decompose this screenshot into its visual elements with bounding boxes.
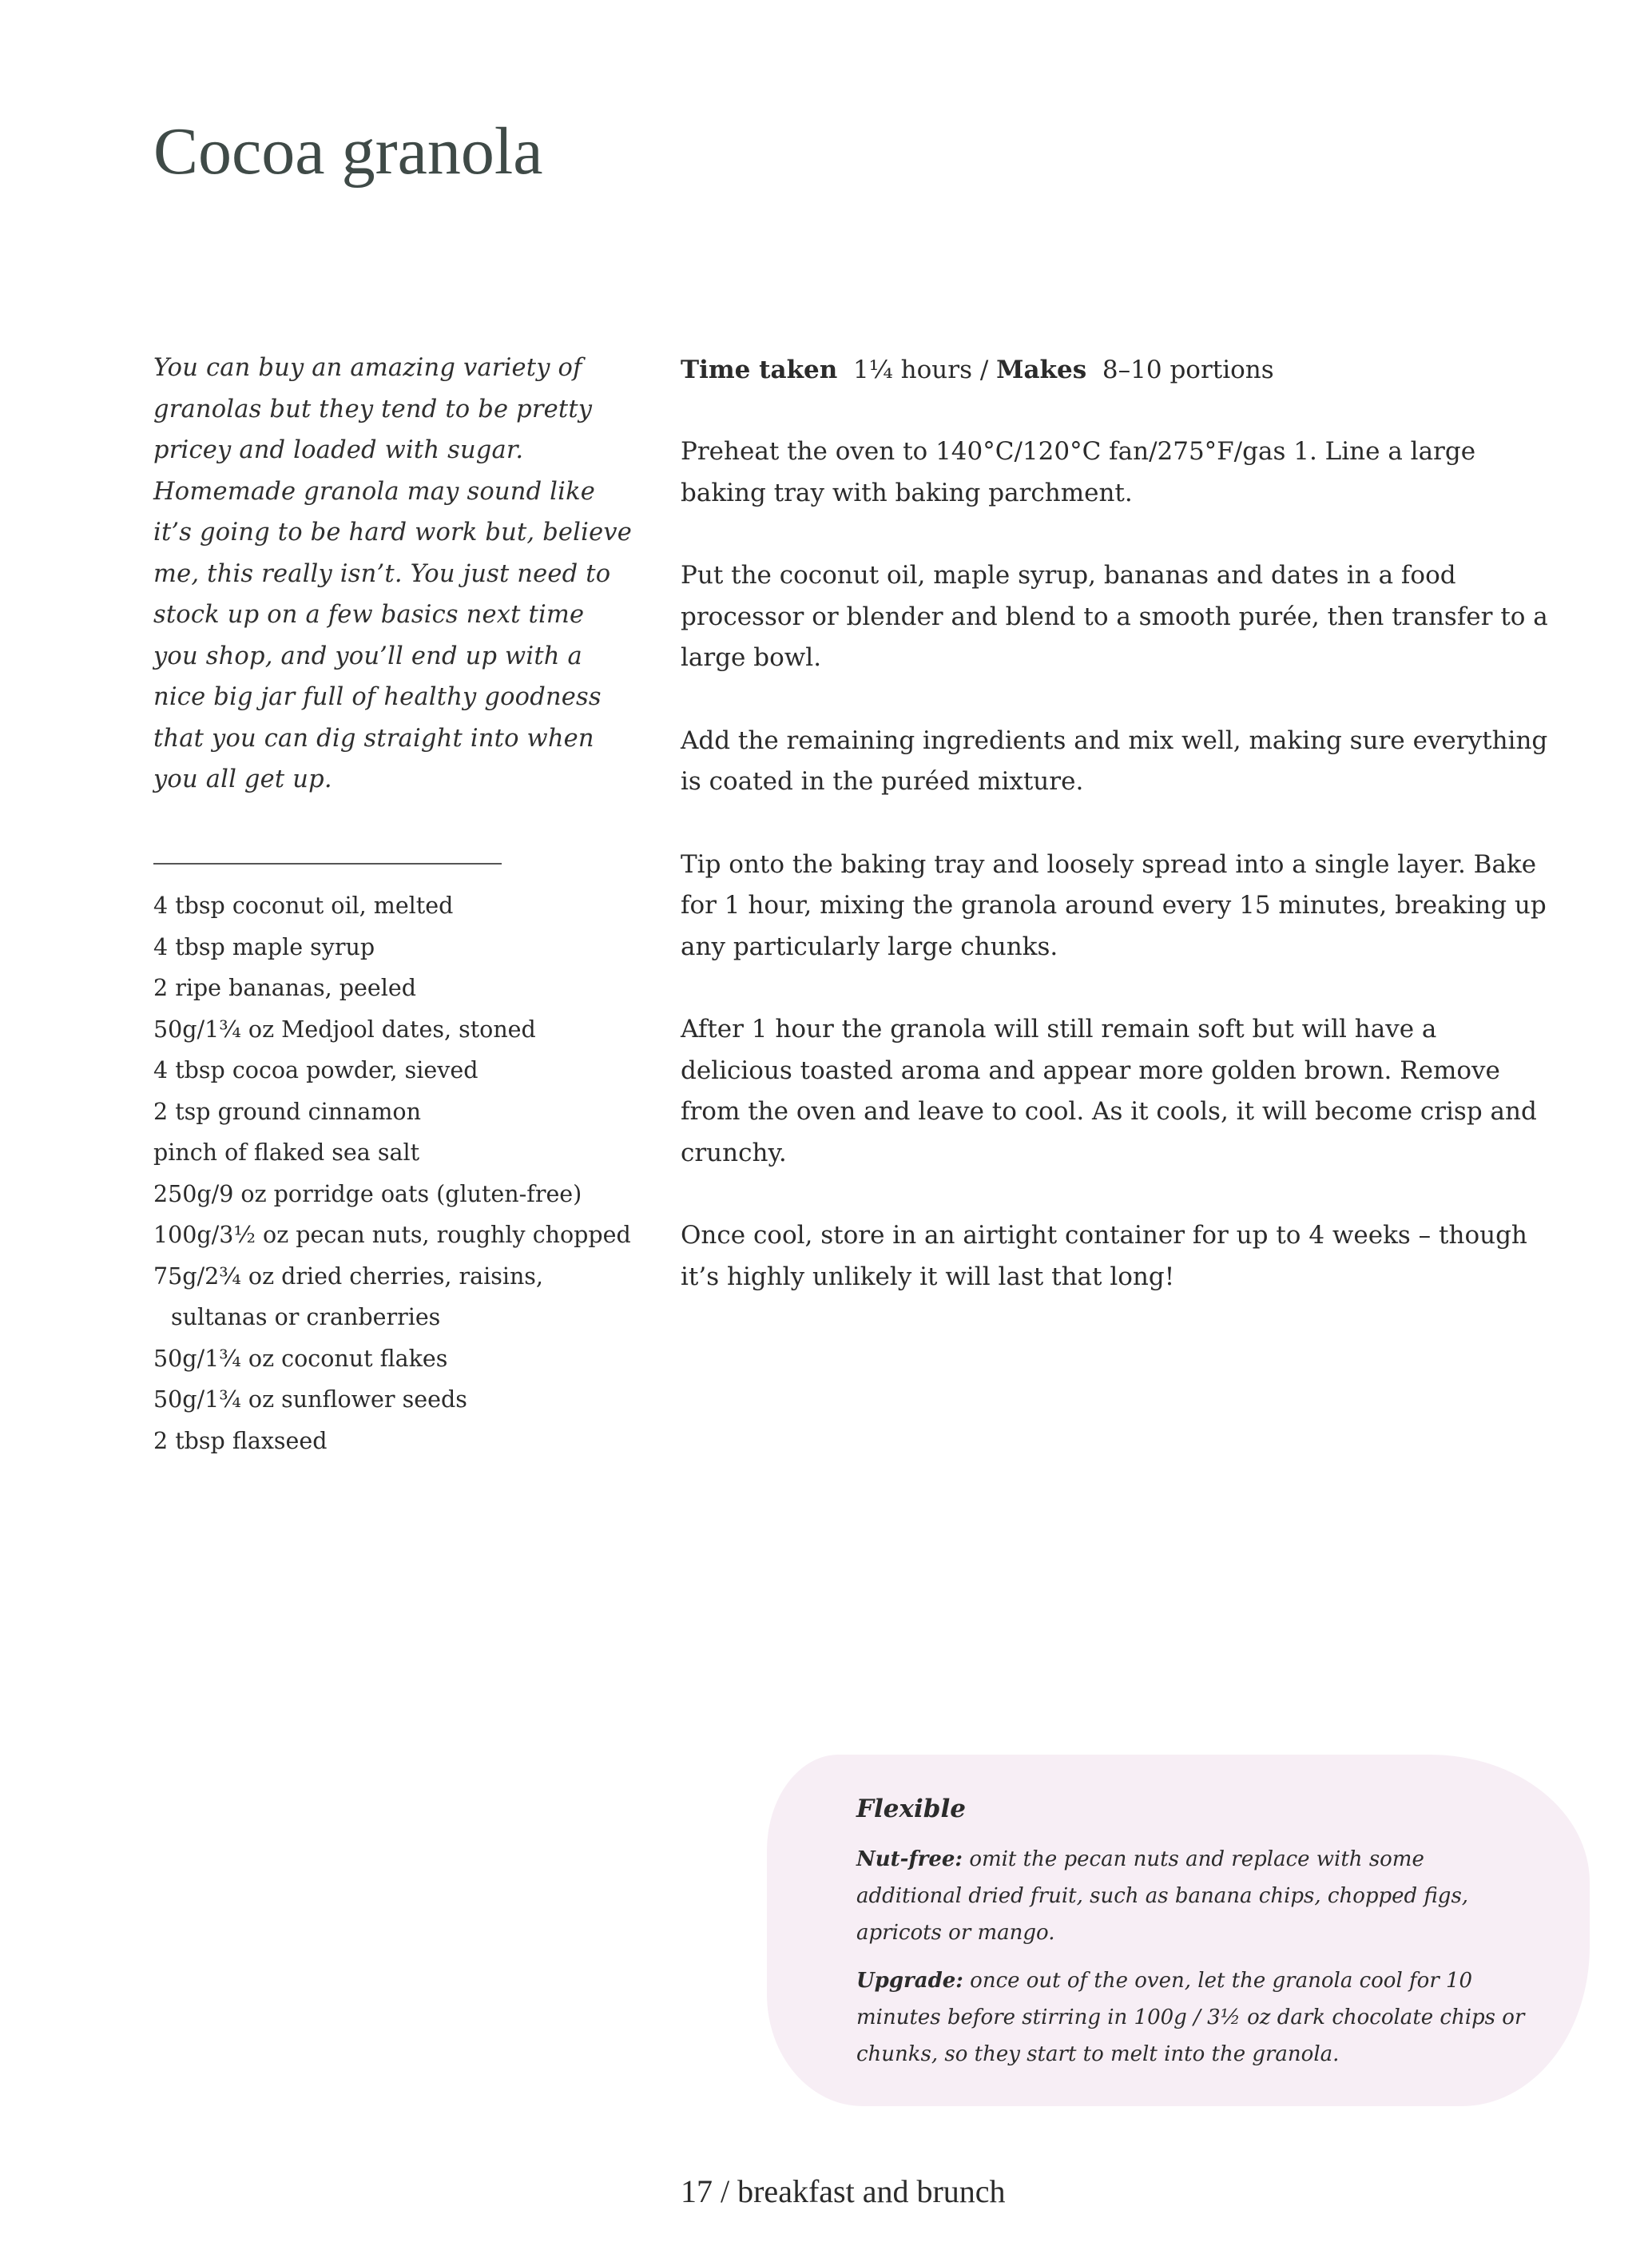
ingredient-item: 4 tbsp cocoa powder, sieved	[153, 1057, 479, 1083]
ingredient-item: 2 ripe bananas, peeled	[153, 975, 416, 1001]
method-step: Once cool, store in an airtight container for up to 4 weeks – though it’s highly unlikely it will last that long!	[681, 1221, 1527, 1291]
page-footer: 17 / breakfast and brunch	[681, 2173, 1006, 2209]
ingredient-item: 50g/1¾ oz Medjool dates, stoned	[153, 1016, 536, 1043]
ingredient-item: 75g/2¾ oz dried cherries, raisins,	[153, 1262, 543, 1290]
ingredient-item: 100g/3½ oz pecan nuts, roughly chopped	[153, 1222, 631, 1248]
method-steps	[681, 431, 1551, 1339]
ingredients-list	[153, 885, 665, 1461]
divider	[153, 863, 502, 865]
intro-paragraph: You can buy an amazing variety of granolas but they tend to be pretty pricey and loaded with sugar. Homemade granola may sound like it’s going to be hard work but, believe me, this really isn’t. You just need to stock up on a few basics next time you shop, and you’ll end up with a nice big jar full of healthy goodness that you can dig straight into when you all get up.	[153, 354, 633, 793]
tip-text: omit the pecan nuts and replace with some additional dried fruit, such as banana chips, chopped figs, apricots or mango.	[856, 1847, 1469, 1945]
flexible-heading: Flexible	[856, 1795, 966, 1823]
method-step: Add the remaining ingredients and mix well, making sure everything is coated in the puréed mixture.	[681, 726, 1548, 796]
page-title: Cocoa granola	[153, 114, 543, 189]
tip-upgrade	[856, 1962, 1527, 2073]
flexible-tips-box	[856, 1791, 1527, 2084]
method-step: After 1 hour the granola will still remain soft but will have a delicious toasted aroma and appear more golden brown. Remove from the oven and leave to cool. As it cools, it will become crisp and crunchy.	[681, 1015, 1537, 1167]
method-step: Put the coconut oil, maple syrup, bananas and dates in a food processor or blender and blend to a smooth purée, then transfer to a large bowl.	[681, 561, 1548, 672]
time-taken-label: Time taken	[681, 356, 838, 384]
tip-text: once out of the oven, let the granola cool for 10 minutes before stirring in 100g / 3½ oz dark chocolate chips or chunks, so they start to melt into the granola.	[856, 1969, 1525, 2066]
tip-label: Nut-free:	[856, 1847, 963, 1871]
time-taken-value: 1¼ hours /	[853, 356, 989, 384]
ingredient-item-continued: sultanas or cranberries	[171, 1304, 441, 1330]
ingredient-item: 50g/1¾ oz sunflower seeds	[153, 1386, 467, 1413]
ingredient-item: 250g/9 oz porridge oats (gluten-free)	[153, 1180, 582, 1207]
tip-label: Upgrade:	[856, 1969, 963, 1993]
ingredient-item: 50g/1¾ oz coconut flakes	[153, 1345, 448, 1372]
method-step: Tip onto the baking tray and loosely spread into a single layer. Bake for 1 hour, mixing the granola around every 15 minutes, breaking up any particularly large chunks.	[681, 849, 1547, 961]
tip-nut-free	[856, 1841, 1527, 1951]
method-step: Preheat the oven to 140°C/120°C fan/275°F/gas 1. Line a large baking tray with baking parchment.	[681, 437, 1476, 507]
makes-label: Makes	[996, 356, 1087, 384]
recipe-meta	[681, 349, 1274, 391]
ingredient-item: 2 tsp ground cinnamon	[153, 1098, 421, 1125]
ingredient-item: pinch of flaked sea salt	[153, 1139, 420, 1166]
makes-value: 8–10 portions	[1102, 356, 1274, 384]
ingredient-item: 2 tbsp flaxseed	[153, 1427, 328, 1454]
ingredient-item: 4 tbsp coconut oil, melted	[153, 892, 454, 919]
ingredient-item: 4 tbsp maple syrup	[153, 933, 375, 960]
